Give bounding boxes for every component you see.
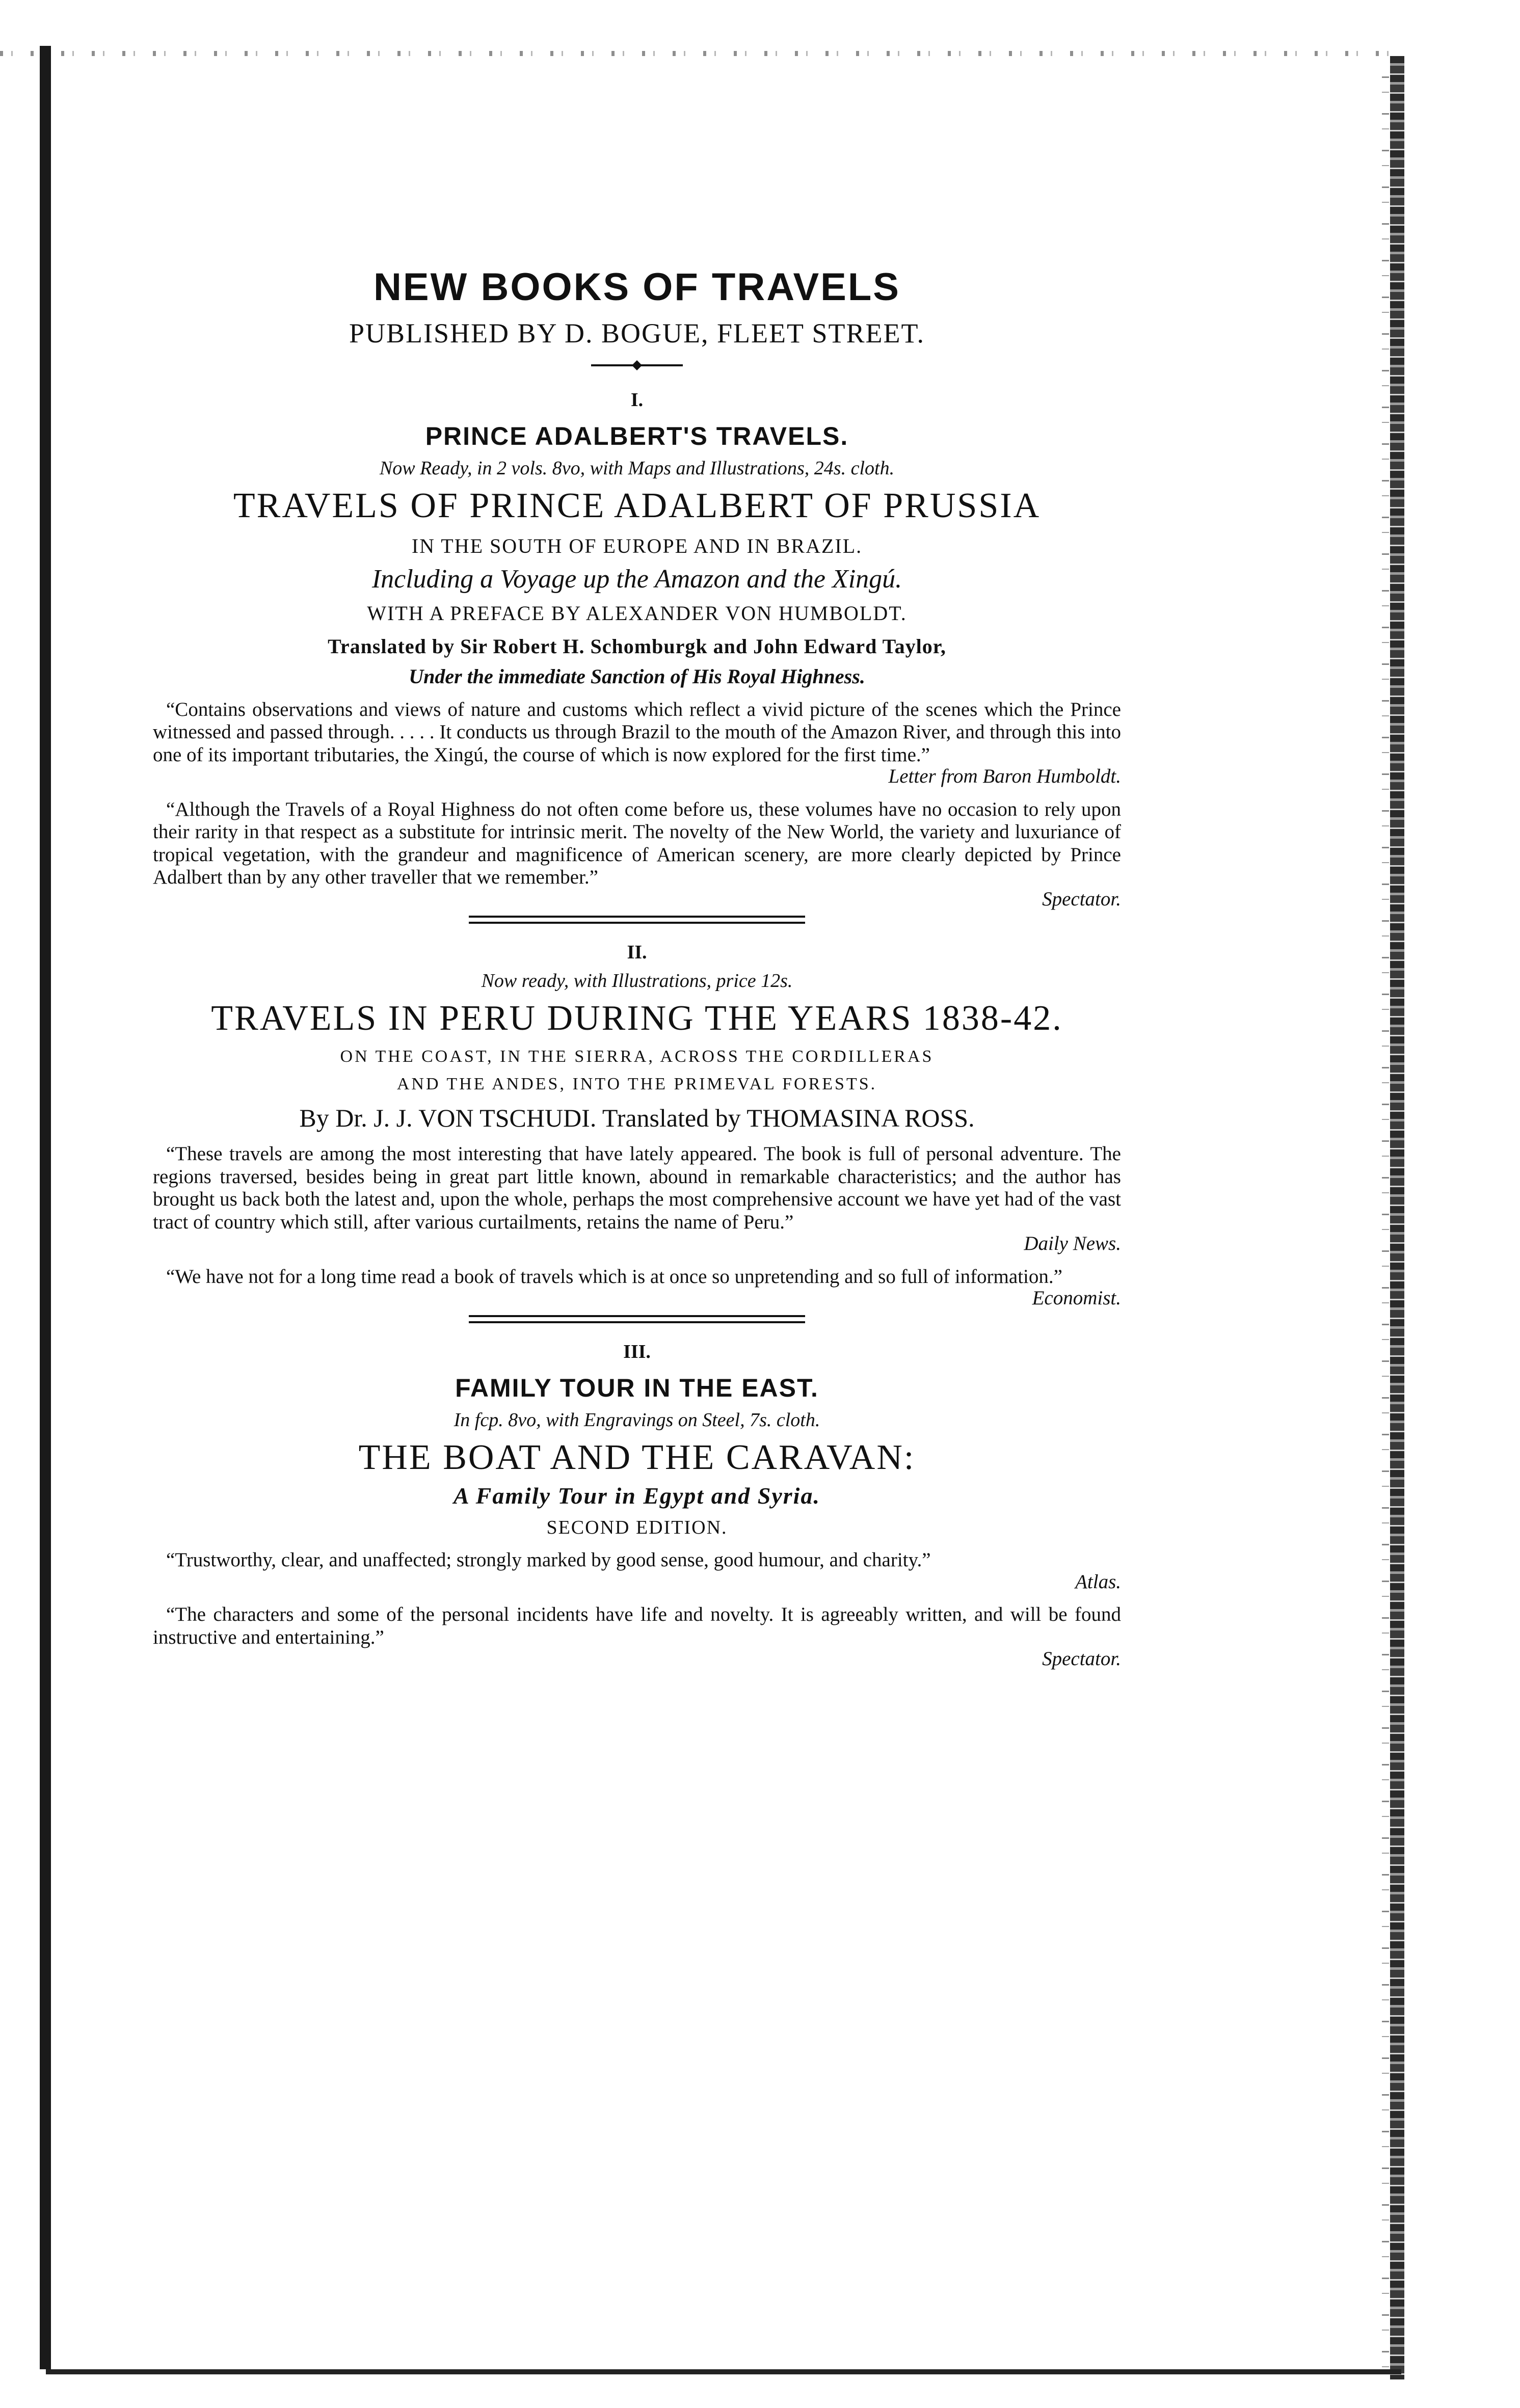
section-1 xyxy=(153,389,1121,924)
sanction-line: Under the immediate Sanction of His Royal Highness. xyxy=(409,664,865,688)
section-heading: FAMILY TOUR IN THE EAST. xyxy=(455,1373,819,1402)
advertisement-page xyxy=(153,265,1121,1670)
review-quote xyxy=(153,1143,1121,1255)
section-divider xyxy=(469,1315,805,1323)
book-subtitle: ON THE COAST, IN THE SIERRA, ACROSS THE CORDILLERAS xyxy=(340,1047,934,1066)
edition-note: Now Ready, in 2 vols. 8vo, with Maps and Illustrations, 24s. cloth. xyxy=(379,458,895,479)
translators-line: Translated by Sir Robert H. Schomburgk and John Edward Taylor, xyxy=(328,634,946,658)
quote-text: “Trustworthy, clear, and unaffected; strongly marked by good sense, good humour, and charity.” xyxy=(166,1549,931,1571)
quote-source: Spectator. xyxy=(1042,1647,1121,1670)
book-including-line: Including a Voyage up the Amazon and the Xingú. xyxy=(371,564,902,594)
review-quote xyxy=(153,1549,1121,1593)
quote-source: Daily News. xyxy=(1024,1233,1121,1255)
quote-text: “These travels are among the most interesting that have lately appeared. The book is full of personal adventure. The regions traversed, besides being in great part little known, abound in remarkable characteristics; and the author has brought us back both the latest and, upon the whole, perhaps the most comprehensive account we have yet had of the vast tract of country which still, after various curtailments, retains the name of Peru.” xyxy=(153,1143,1121,1233)
section-divider xyxy=(469,916,805,924)
book-title: THE BOAT AND THE CARAVAN: xyxy=(358,1437,916,1477)
scan-edge-left xyxy=(40,46,51,2369)
section-numeral: III. xyxy=(623,1341,651,1362)
quote-text: “We have not for a long time read a book of travels which is at once so unpretending and so full of information.” xyxy=(166,1265,1062,1288)
quote-text: “The characters and some of the personal incidents have life and novelty. It is agreeably written, and will be found instructive and entertaining.” xyxy=(153,1603,1121,1648)
edition-note: In fcp. 8vo, with Engravings on Steel, 7s. cloth. xyxy=(454,1409,820,1431)
review-quote xyxy=(153,1266,1121,1310)
scan-edge-right xyxy=(1390,56,1404,2379)
scan-edge-right-fringe xyxy=(1382,56,1389,2379)
ornament-divider-icon xyxy=(591,359,683,371)
scan-edge-bottom xyxy=(46,2369,1401,2374)
book-title: TRAVELS IN PERU DURING THE YEARS 1838-42. xyxy=(211,998,1063,1038)
review-quote xyxy=(153,1603,1121,1670)
book-title: TRAVELS OF PRINCE ADALBERT OF PRUSSIA xyxy=(233,486,1041,526)
section-heading: PRINCE ADALBERT'S TRAVELS. xyxy=(425,422,849,451)
quote-source: Letter from Baron Humboldt. xyxy=(888,765,1121,788)
book-subtitle: AND THE ANDES, INTO THE PRIMEVAL FORESTS. xyxy=(396,1075,877,1094)
review-quote xyxy=(153,699,1121,788)
section-3 xyxy=(153,1341,1121,1671)
publisher-line: PUBLISHED BY D. BOGUE, FLEET STREET. xyxy=(349,318,925,349)
page-title: NEW BOOKS OF TRAVELS xyxy=(374,265,900,309)
section-2 xyxy=(153,941,1121,1323)
quote-text: “Although the Travels of a Royal Highness do not often come before us, these volumes have no occasion to rely upon their rarity in that respect as a substitute for intrinsic merit. The novelty of the New World, the variety and luxuriance of tropical vegetation, with the grandeur and magnificence of American scenery, are more clearly depicted by Prince Adalbert than by any other traveller that we remember.” xyxy=(153,798,1121,889)
quote-source: Spectator. xyxy=(1042,888,1121,910)
author-line: By Dr. J. J. VON TSCHUDI. Translated by THOMASINA ROSS. xyxy=(299,1104,975,1133)
section-numeral: I. xyxy=(630,389,644,411)
quote-source: Economist. xyxy=(1032,1287,1121,1309)
edition-note: Now ready, with Illustrations, price 12s. xyxy=(481,970,793,992)
preface-line: WITH A PREFACE BY ALEXANDER VON HUMBOLDT. xyxy=(367,601,907,625)
book-subtitle-blackletter: A Family Tour in Egypt and Syria. xyxy=(454,1483,820,1509)
review-quote xyxy=(153,798,1121,911)
scan-edge-top xyxy=(0,51,1406,56)
book-subtitle: IN THE SOUTH OF EUROPE AND IN BRAZIL. xyxy=(411,534,863,557)
quote-text: “Contains observations and views of nature and customs which reflect a vivid picture of the scenes which the Prince witnessed and passed through. . . . . It conducts us through Brazil to the mouth of the Amazon River, and through this into one of its important tributaries, the Xingú, the course of which is now explored for the first time.” xyxy=(153,698,1121,766)
quote-source: Atlas. xyxy=(1075,1570,1121,1593)
section-numeral: II. xyxy=(627,941,647,963)
edition-label: SECOND EDITION. xyxy=(546,1517,728,1539)
